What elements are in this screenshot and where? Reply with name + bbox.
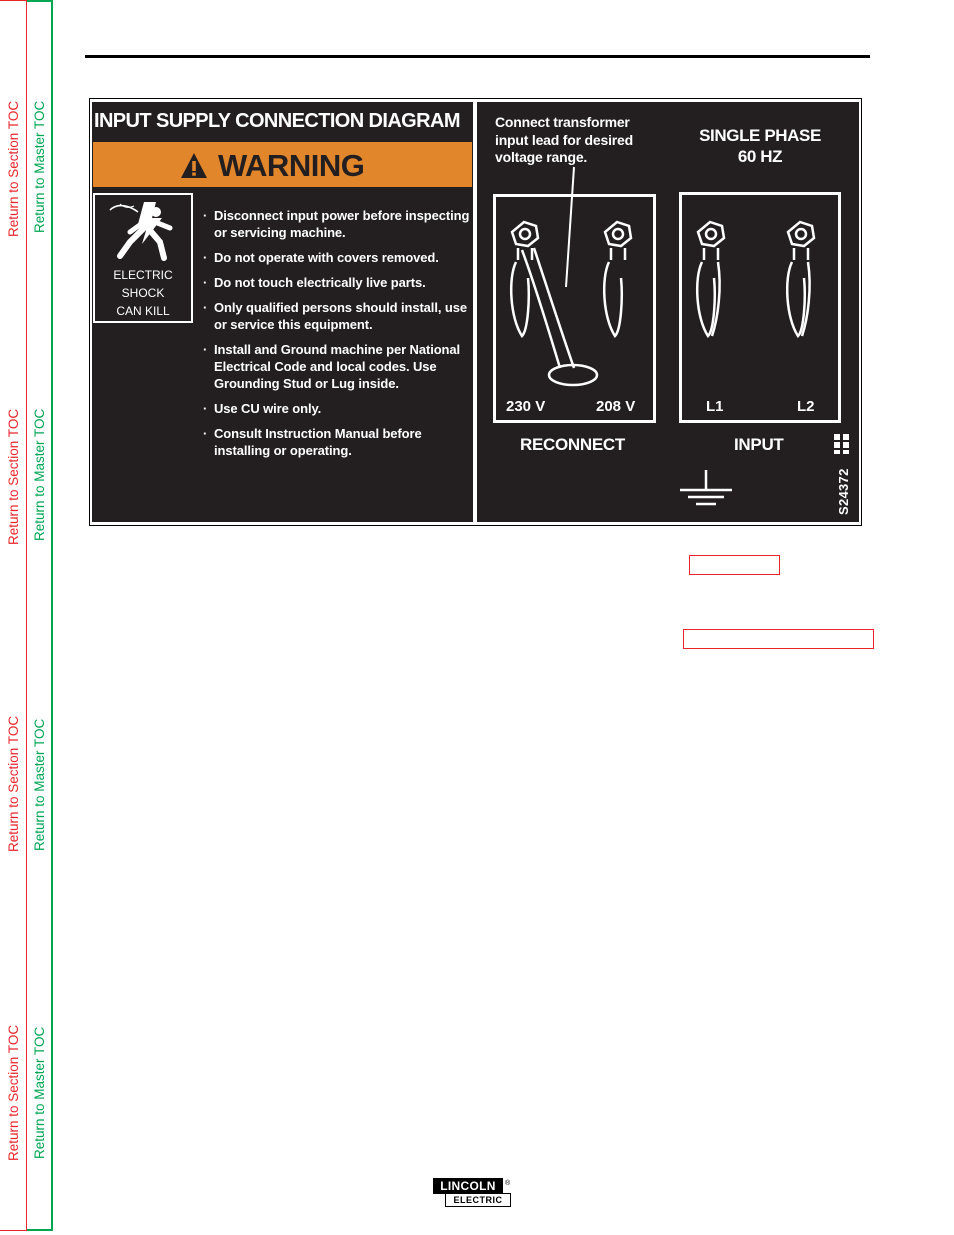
phase-spec [690, 125, 830, 167]
page-link-box[interactable] [683, 629, 874, 649]
input-l1-label: L1 [706, 398, 724, 415]
safety-bullet: · Consult Instruction Manual before installing or operating. [203, 425, 473, 459]
return-to-master-toc-link[interactable]: Return to Master TOC [32, 408, 47, 541]
safety-bullet: · Use CU wire only. [203, 400, 473, 417]
return-to-section-toc-link[interactable]: Return to Section TOC [6, 408, 21, 545]
input-label: INPUT [734, 435, 784, 454]
logo-bottom-text: ELECTRIC [445, 1193, 511, 1207]
ground-icon [678, 468, 734, 508]
safety-bullet: · Do not operate with covers removed. [203, 249, 473, 266]
return-to-master-toc-link[interactable]: Return to Master TOC [32, 1026, 47, 1159]
phase-line: SINGLE PHASE [699, 126, 821, 145]
header-rule [85, 55, 870, 58]
warning-triangle-icon [180, 152, 208, 180]
electric-shock-caption [95, 266, 191, 320]
registered-mark: ® [505, 1180, 511, 1187]
input-l2-label: L2 [797, 398, 815, 415]
shock-line: CAN KILL [116, 304, 170, 318]
reconnect-terminals-icon [500, 218, 650, 393]
input-terminals-icon [688, 218, 834, 348]
reconnect-label: RECONNECT [520, 435, 625, 454]
safety-bullet: · Install and Ground machine per National Electrical Code and local codes. Use Grounding Stud or Lug inside. [203, 341, 473, 392]
frequency-line: 60 HZ [737, 147, 783, 166]
shock-line: SHOCK [121, 286, 165, 300]
return-to-master-toc-link[interactable]: Return to Master TOC [32, 718, 47, 851]
reconnect-208v-label: 208 V [596, 398, 636, 415]
part-number: S24372 [836, 468, 851, 515]
electric-shock-icon [100, 198, 184, 264]
page-link-box[interactable] [689, 555, 780, 575]
return-to-master-toc-link[interactable]: Return to Master TOC [32, 100, 47, 233]
label-divider [473, 102, 477, 522]
safety-bullet: · Disconnect input power before inspecting or servicing machine. [203, 207, 473, 241]
shock-line: ELECTRIC [113, 268, 173, 282]
safety-bullet: · Do not touch electrically live parts. [203, 274, 473, 291]
safety-bullets [203, 207, 473, 467]
logo-top-text: LINCOLN [433, 1178, 503, 1194]
warning-title: WARNING [218, 148, 365, 183]
diagram-title: INPUT SUPPLY CONNECTION DIAGRAM [94, 110, 460, 132]
return-to-section-toc-link[interactable]: Return to Section TOC [6, 1024, 21, 1161]
safety-bullet: · Only qualified persons should install, use or service this equipment. [203, 299, 473, 333]
transformer-note: Connect transformer input lead for desired voltage range. [495, 114, 633, 165]
label-mark-icon [832, 432, 852, 456]
return-to-section-toc-link[interactable]: Return to Section TOC [6, 715, 21, 852]
return-to-section-toc-link[interactable]: Return to Section TOC [6, 100, 21, 237]
lincoln-electric-logo [433, 1178, 513, 1207]
reconnect-230v-label: 230 V [506, 398, 546, 415]
